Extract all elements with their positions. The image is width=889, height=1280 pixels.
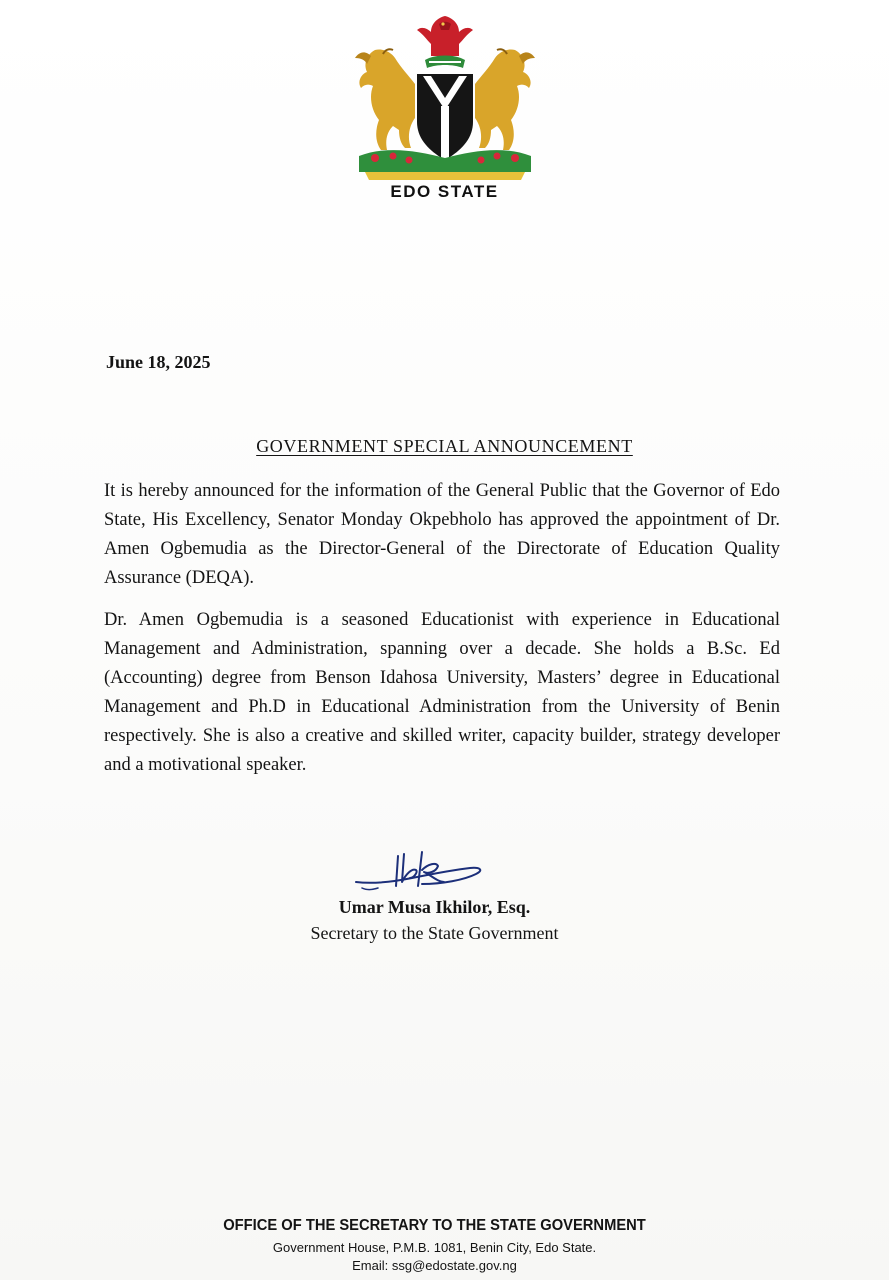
state-name: EDO STATE [390,182,499,201]
signer-name: Umar Musa Ikhilor, Esq. [338,897,531,917]
signer-title: Secretary to the State Government [310,923,559,943]
footer-address: Government House, P.M.B. 1081, Benin City, Edo State. [272,1240,597,1255]
announcement-paragraph-1: It is hereby announced for the information of the General Public that the Governor of Edo State, His Excellency, Senator Monday Okpebholo has approved the appointment of Dr. Amen Ogbemudia as the Director-General of the Directorate of Education Quality Assurance (DEQA). [104,481,780,588]
announcement-paragraph-2: Dr. Amen Ogbemudia is a seasoned Educationist with experience in Educational Management and Administration, spanning over a decade. She holds a B.Sc. Ed (Accounting) degree from Benson Idahosa University, Masters’ degree in Educational Management and Ph.D in Educational Administration from the University of Benin respectively. She is also a creative and skilled writer, capacity builder, strategy developer and a motivational speaker. [104,610,780,775]
signature-icon [352,848,487,898]
footer-office-title: OFFICE OF THE SECRETARY TO THE STATE GOVERNMENT [223,1217,646,1234]
coat-of-arms-icon [345,10,545,190]
letter-date: June 18, 2025 [106,352,211,372]
footer-email: Email: ssg@edostate.gov.ng [352,1258,517,1273]
announcement-heading-text: GOVERNMENT SPECIAL ANNOUNCEMENT [256,436,633,456]
announcement-heading [0,436,889,457]
